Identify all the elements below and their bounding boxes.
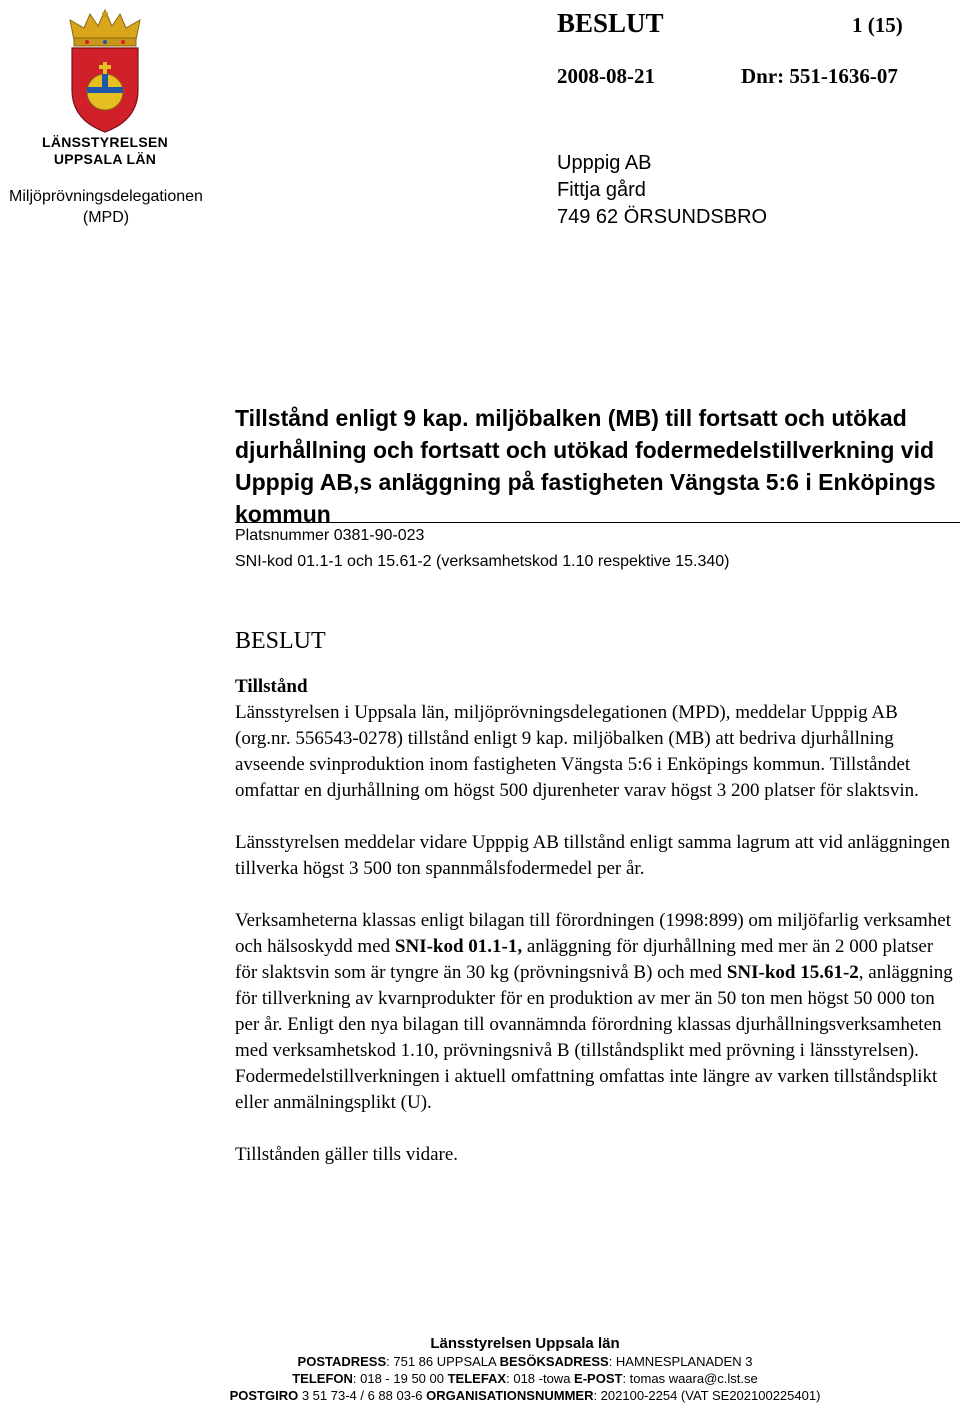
document-type: BESLUT	[557, 8, 664, 38]
organization-name: LÄNSSTYRELSEN UPPSALA LÄN	[41, 134, 169, 167]
footer-contact-line: TELEFON: 018 - 19 50 00 TELEFAX: 018 -towa E-POST: tomas waara@c.lst.se	[292, 1371, 758, 1386]
recipient-address	[557, 150, 767, 231]
document-date: 2008-08-21	[557, 64, 655, 88]
diarienummer: Dnr: 551-1636-07	[741, 64, 898, 88]
delegation-name: Miljöprövningsdelegationen (MPD)	[9, 188, 203, 226]
permit-meta	[235, 523, 730, 575]
footer-giro-line: POSTGIRO 3 51 73-4 / 6 88 03-6 ORGANISATIONSNUMMER: 202100-2254 (VAT SE202100225401)	[229, 1388, 821, 1403]
footer-address-line: POSTADRESS: 751 86 UPPSALA BESÖKSADRESS: HAMNESPLANADEN 3	[297, 1354, 753, 1369]
decision-heading: BESLUT	[235, 628, 326, 654]
paragraph-validity: Tillstånden gäller tills vidare.	[235, 1144, 459, 1165]
sni-code-emphasis: SNI-kod 01.1-1,	[394, 936, 523, 957]
platsnummer: Platsnummer 0381-90-023	[235, 527, 425, 544]
page-number: 1 (15)	[852, 13, 903, 37]
document-title: Tillstånd enligt 9 kap. miljöbalken (MB) till fortsatt och utökad djurhållning och fortsatt och utökad fodermedelstillverkning vid Upppig AB,s anläggning på fastigheten Vängsta 5:6 i Enköpings kommun	[235, 405, 936, 527]
recipient-line: Fittja gård	[557, 179, 646, 201]
recipient-line: 749 62 ÖRSUNDSBRO	[557, 206, 768, 228]
paragraph-classification: Verksamheterna klassas enligt bilagan till förordningen (1998:899) om miljöfarlig verksamhet och hälsoskydd med SNI-kod 01.1-1, anläggning för djurhållning med mer än 2 000 platser för slaktsvin som är tyngre än 30 kg (prövningsnivå B) och med SNI-kod 15.61-2, anläggning för tillverkning av kvarnprodukter för en produktion av mer än 50 ton men högst 50 000 ton per år. Enligt den nya bilagan till ovannämnda förordning klassas djurhållningsverksamheten med verksamhetskod 1.10, prövningsnivå B (tillståndsplikt med prövning i länsstyrelsen). Fodermedelstillverkningen i aktuell omfattning omfattas inte längre av varken tillståndsplikt eller anmälningsplikt (U).	[235, 910, 953, 1113]
paragraph-feed-production: Länsstyrelsen meddelar vidare Upppig AB tillstånd enligt samma lagrum att vid anläggningen tillverka högst 3 500 ton spannmålsfodermedel per år.	[235, 832, 950, 879]
paragraph-permit: Länsstyrelsen i Uppsala län, miljöprövningsdelegationen (MPD), meddelar Upppig AB (org.nr. 556543-0278) tillstånd enligt 9 kap. miljöbalken (MB) att bedriva djurhållning avseende svinproduktion inom fastigheten Vängsta 5:6 i Enköpings kommun. Tillståndet omfattar en djurhållning om högst 500 djurenheter varav högst 3 200 platser för slaktsvin.	[235, 702, 919, 801]
page-footer	[0, 1334, 960, 1404]
coat-of-arms-icon	[60, 8, 150, 136]
recipient-line: Upppig AB	[557, 152, 652, 174]
sni-codes: SNI-kod 01.1-1 och 15.61-2 (verksamhetskod 1.10 respektive 15.340)	[235, 553, 730, 570]
decision-body	[235, 628, 957, 1194]
footer-org-name: Länsstyrelsen Uppsala län	[430, 1335, 620, 1352]
sni-code-emphasis: SNI-kod 15.61-2	[726, 962, 859, 983]
permit-heading: Tillstånd	[235, 676, 308, 697]
